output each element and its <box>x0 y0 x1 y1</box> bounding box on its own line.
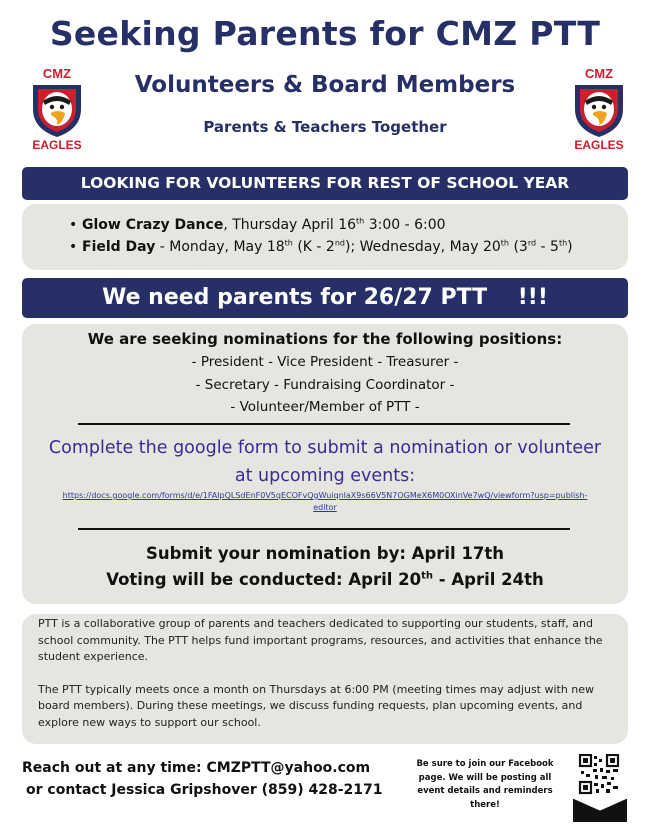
nominations-panel <box>22 324 628 604</box>
ptt-banner: We need parents for 26/27 PTT !!! <box>22 278 628 318</box>
nomination-deadline: Submit your nomination by: April 17th <box>145 544 505 563</box>
eagle-mascot-icon <box>571 79 627 139</box>
qr-code-icon <box>571 754 629 822</box>
logo-cmz-text: CMZ <box>584 66 614 81</box>
event-item-field-day: • Field Day - Monday, May 18th (K - 2nd); Wednesday, May 20th (3rd - 5th) <box>82 236 628 258</box>
about-paragraph: The PTT typically meets once a month on Thursdays at 6:00 PM (meeting times may adjust with new board members). During these meetings, we discuss funding requests, plan upcoming events, and explore new ways to support our school. <box>38 682 595 729</box>
about-ptt-panel <box>22 614 628 744</box>
positions-line: - Secretary - Fundraising Coordinator - <box>195 377 455 393</box>
google-form-instructions: Complete the google form to submit a nomination or volunteer at upcoming events: <box>48 438 602 486</box>
logo-eagles-text: EAGLES <box>32 138 82 152</box>
flyer-title: Seeking Parents for CMZ PTT <box>49 14 601 53</box>
nominations-heading: We are seeking nominations for the following positions: <box>87 330 563 348</box>
flyer-subtitle: Volunteers & Board Members <box>134 72 516 98</box>
contact-phone: or contact Jessica Gripshover (859) 428-2171 <box>26 782 383 798</box>
volunteer-banner: LOOKING FOR VOLUNTEERS FOR REST OF SCHOOL YEAR <box>22 167 628 200</box>
positions-line: - President - Vice President - Treasurer - <box>191 354 459 370</box>
google-form-link[interactable]: https://docs.google.com/forms/d/e/1FAIpQLSdEnF0V5qECOFvQgWuiqnlaX9s66V5N7OGMeX6M0OXinVe7wQ/viewform?usp=publish-editor <box>62 491 588 512</box>
positions-line: - Volunteer/Member of PTT - <box>230 399 420 415</box>
voting-dates: Voting will be conducted: April 20th - April 24th <box>106 570 544 589</box>
facebook-note: Be sure to join our Facebook page. We will be posting all event details and reminders there! <box>416 759 554 810</box>
contact-email: Reach out at any time: CMZPTT@yahoo.com <box>22 760 371 776</box>
event-name: Glow Crazy Dance <box>82 217 224 233</box>
event-item-glow-dance: • Glow Crazy Dance, Thursday April 16th 3:00 - 6:00 <box>82 214 628 236</box>
divider <box>78 528 570 530</box>
eagle-mascot-icon <box>29 79 85 139</box>
events-panel <box>22 204 628 270</box>
about-paragraph: PTT is a collaborative group of parents and teachers dedicated to supporting our students, staff, and school community. The PTT helps fund important programs, resources, and activities that enhance the student experience. <box>38 617 603 663</box>
eagles-logo-right <box>566 66 632 156</box>
events-list <box>82 214 628 258</box>
eagles-logo-left <box>24 66 90 156</box>
event-name: Field Day <box>82 239 156 255</box>
logo-eagles-text: EAGLES <box>574 138 624 152</box>
divider <box>78 423 570 425</box>
flyer-tagline: Parents & Teachers Together <box>203 118 447 136</box>
logo-cmz-text: CMZ <box>42 66 72 81</box>
